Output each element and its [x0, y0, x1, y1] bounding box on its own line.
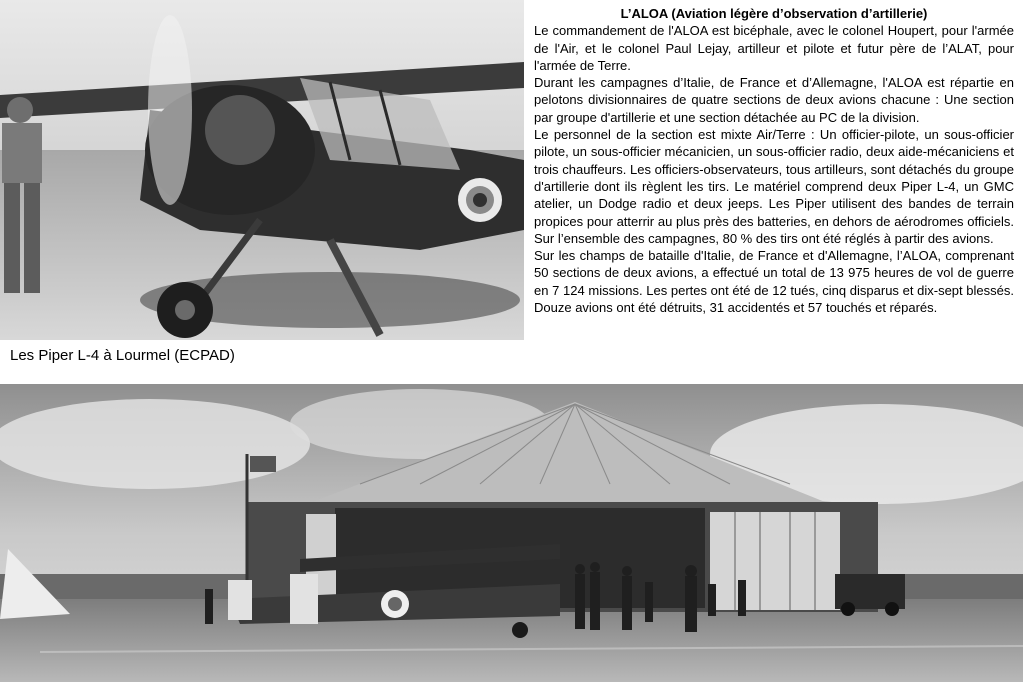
article-paragraph: Le commandement de l'ALOA est bicéphale, avec le colonel Houpert, pour l'armée de l'Air, et le colonel Paul Lejay, artilleur et pilote et futur père de l’ALAT, pour l'armée de Terre.	[534, 23, 1014, 73]
article-paragraph: Le personnel de la section est mixte Air/Terre : Un officier-pilote, un sous-officier pilote, un sous-officier mécanicien, un sous-officier radio, deux aide-mécaniciens et trois chauffeurs. Les officiers-observateurs, tous artilleurs, sont détachés du groupe d'artillerie dont ils règlent les tirs. Le matériel comprend deux Piper L-4, un GMC atelier, un Dodge radio et deux jeeps. Les Piper utilisent des bandes de terrain propices pour atterrir au plus près des batteries, en dehors de aérodromes officiels. Sur l’ensemble des campagnes, 80 % des tirs ont été réglés à partir des avions.	[534, 127, 1014, 246]
photo-caption: Les Piper L-4 à Lourmel (ECPAD)	[0, 341, 306, 371]
article-title: L’ALOA (Aviation légère d’observation d’artillerie)	[620, 6, 928, 21]
article-paragraph: Sur les champs de bataille d'Italie, de France et d'Allemagne, l’ALOA, comprenant 50 sections de deux avions, a effectué un total de 13 975 heures de vol de guerre en 7 124 missions. Les pertes ont été de 12 tués, cinq disparus et dix-sept blessés. Douze avions ont été détruits, 31 accidentés et 57 touchés et réparés.	[534, 248, 1014, 316]
article-column	[534, 5, 1014, 316]
hangar-photo	[0, 384, 1023, 682]
piper-closeup-photo	[0, 0, 524, 340]
article-paragraph: Durant les campagnes d’Italie, de France et d’Allemagne, l'ALOA est répartie en pelotons divisionnaires de quatre sections de deux avions chacune : Une section par groupe d'artillerie et une section détachée au PC de la division.	[534, 75, 1014, 125]
